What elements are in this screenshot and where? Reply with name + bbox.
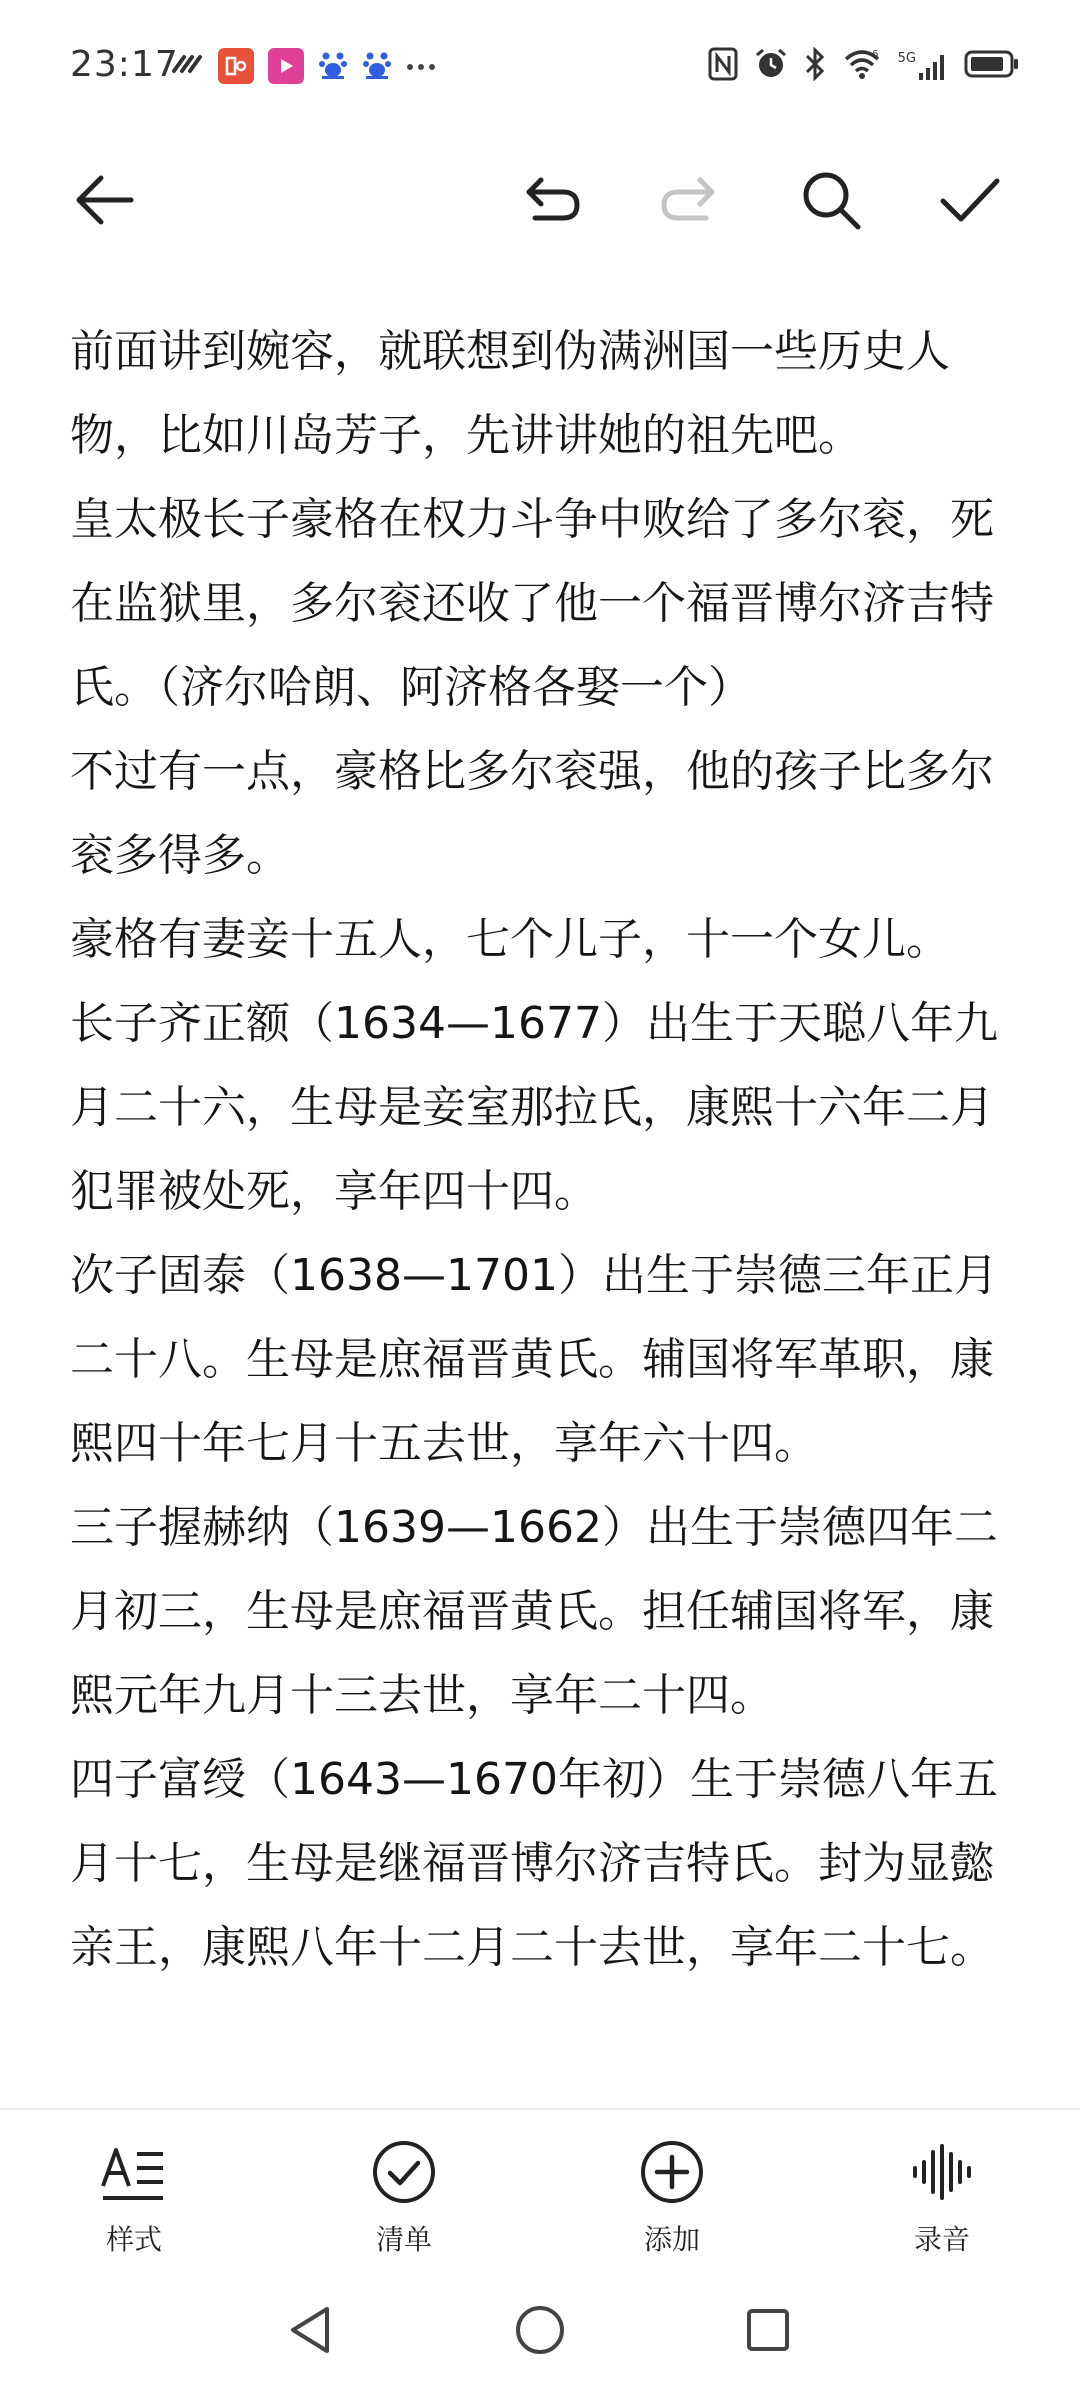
system-icons bbox=[708, 46, 1020, 86]
link-icon bbox=[170, 49, 204, 83]
record-label: 录音 bbox=[913, 2223, 970, 2256]
status-time: 23:17 bbox=[70, 44, 179, 85]
checklist-icon bbox=[371, 2139, 437, 2205]
confirm-button[interactable] bbox=[925, 150, 1015, 250]
bottom-action-bar bbox=[0, 2120, 1080, 2260]
nfc-icon bbox=[708, 47, 738, 85]
paragraph: 四子富绶（1643—1670年初）生于崇德八年五月十七，生母是继福晋博尔济吉特氏。封为显懿亲王，康熙八年十二月二十去世，享年二十七。 bbox=[70, 1754, 998, 1973]
status-bar bbox=[0, 0, 1080, 140]
editor-toolbar bbox=[0, 150, 1080, 250]
nav-back-icon bbox=[285, 2303, 335, 2357]
more-dots-icon bbox=[406, 57, 436, 76]
bottom-divider bbox=[0, 2108, 1080, 2110]
bluetooth-icon bbox=[804, 47, 826, 85]
redo-button[interactable] bbox=[643, 150, 733, 250]
paragraph: 皇太极长子豪格在权力斗争中败给了多尔衮，死在监狱里，多尔衮还收了他一个福晋博尔济吉特氏。（济尔哈朗、阿济格各娶一个） bbox=[70, 494, 994, 713]
nav-home-icon bbox=[513, 2303, 567, 2357]
add-label: 添加 bbox=[643, 2223, 700, 2256]
signal-5g-icon bbox=[898, 51, 948, 81]
undo-button[interactable] bbox=[508, 150, 598, 250]
audio-wave-icon bbox=[909, 2142, 975, 2202]
checkmark-icon bbox=[937, 167, 1003, 233]
nav-recents-icon bbox=[743, 2305, 793, 2355]
paragraph: 次子固泰（1638—1701）出生于崇德三年正月二十八。生母是庶福晋黄氏。辅国将军革职，康熙四十年七月十五去世，享年六十四。 bbox=[70, 1250, 998, 1469]
svg-text:6: 6 bbox=[871, 49, 879, 60]
video-app-icon bbox=[268, 48, 304, 84]
alarm-icon bbox=[754, 47, 788, 85]
back-button[interactable] bbox=[60, 150, 150, 250]
style-label: 样式 bbox=[105, 2223, 162, 2256]
add-circle-icon bbox=[639, 2139, 705, 2205]
back-arrow-icon bbox=[73, 168, 137, 232]
nav-home-button[interactable] bbox=[500, 2290, 580, 2370]
battery-icon bbox=[964, 49, 1020, 83]
add-button[interactable] bbox=[602, 2132, 742, 2258]
baidu-paw-icon-2 bbox=[362, 48, 392, 84]
wifi-icon bbox=[842, 47, 882, 85]
paragraph: 三子握赫纳（1639—1662）出生于崇德四年二月初三，生母是庶福晋黄氏。担任辅国将军，康熙元年九月十三去世，享年二十四。 bbox=[70, 1502, 998, 1721]
baidu-paw-icon bbox=[318, 48, 348, 84]
network-label: 5G bbox=[897, 51, 916, 66]
checklist-label: 清单 bbox=[375, 2223, 432, 2256]
search-icon bbox=[798, 167, 864, 233]
nav-back-button[interactable] bbox=[270, 2290, 350, 2370]
undo-icon bbox=[521, 168, 585, 232]
notification-icons bbox=[170, 46, 436, 86]
search-button[interactable] bbox=[786, 150, 876, 250]
paragraph: 前面讲到婉容，就联想到伪满洲国一些历史人物，比如川岛芳子，先讲讲她的祖先吧。 bbox=[70, 326, 950, 461]
style-button[interactable] bbox=[64, 2132, 204, 2258]
paragraph: 不过有一点，豪格比多尔衮强，他的孩子比多尔衮多得多。 bbox=[70, 746, 994, 881]
nav-recents-button[interactable] bbox=[728, 2290, 808, 2370]
checklist-button[interactable] bbox=[334, 2132, 474, 2258]
paragraph: 长子齐正额（1634—1677）出生于天聪八年九月二十六，生母是妾室那拉氏，康熙十六年二月犯罪被处死，享年四十四。 bbox=[70, 998, 998, 1217]
paragraph: 豪格有妻妾十五人，七个儿子，十一个女儿。 bbox=[70, 914, 950, 965]
app-badge-icon bbox=[218, 48, 254, 84]
record-button[interactable] bbox=[872, 2132, 1012, 2258]
redo-icon bbox=[656, 168, 720, 232]
system-nav-bar bbox=[0, 2280, 1080, 2387]
text-style-icon bbox=[99, 2140, 169, 2204]
note-body[interactable] bbox=[70, 310, 1020, 1990]
